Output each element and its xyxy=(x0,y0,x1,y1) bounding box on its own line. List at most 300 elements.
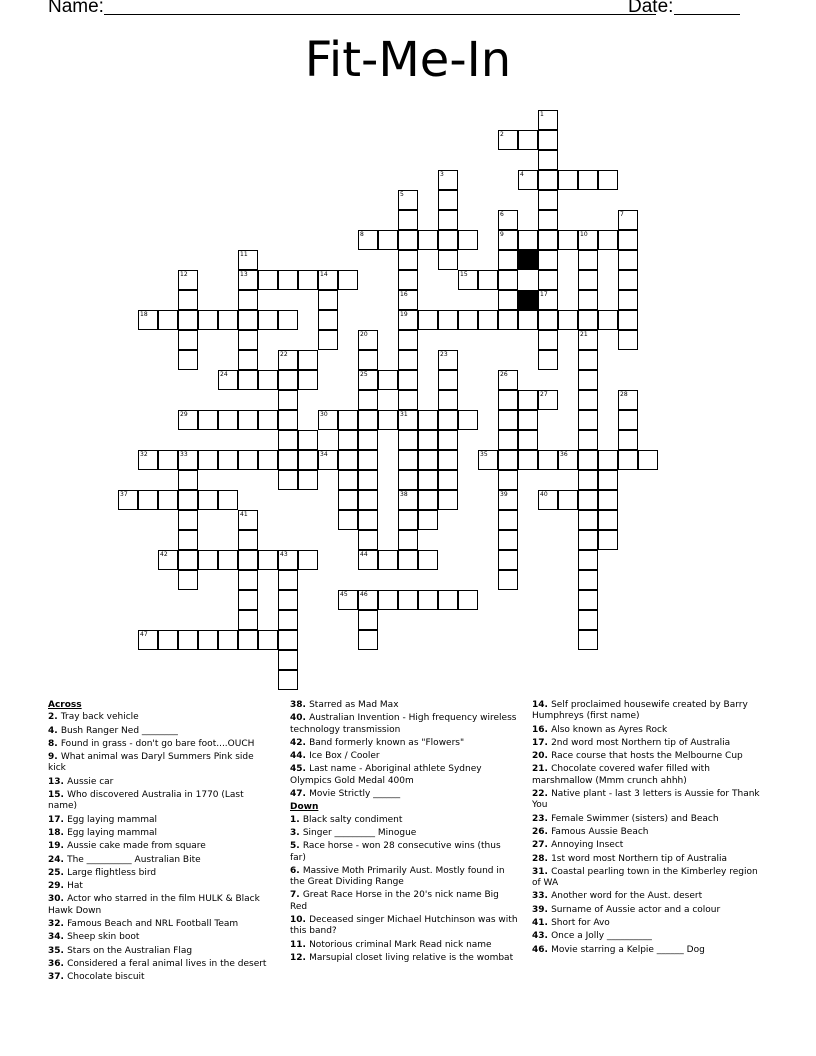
crossword-cell[interactable] xyxy=(138,310,158,330)
clue-item xyxy=(532,789,768,812)
crossword-cell[interactable] xyxy=(378,550,398,570)
crossword-cell[interactable] xyxy=(338,510,358,530)
crossword-cell[interactable] xyxy=(398,450,418,470)
crossword-cell[interactable] xyxy=(498,270,518,290)
crossword-cell[interactable] xyxy=(238,550,258,570)
crossword-cell[interactable] xyxy=(578,510,598,530)
crossword-cell[interactable] xyxy=(438,230,458,250)
crossword-cell[interactable] xyxy=(178,350,198,370)
crossword-cell[interactable] xyxy=(358,490,378,510)
crossword-cell[interactable] xyxy=(238,450,258,470)
crossword-cell[interactable] xyxy=(298,450,318,470)
crossword-cell[interactable] xyxy=(418,410,438,430)
crossword-cell[interactable] xyxy=(238,570,258,590)
crossword-cell[interactable] xyxy=(238,510,258,530)
crossword-cell[interactable] xyxy=(238,350,258,370)
crossword-cell[interactable] xyxy=(278,650,298,670)
clue-number-label: 35. xyxy=(48,945,68,956)
crossword-cell[interactable] xyxy=(178,270,198,290)
crossword-cell[interactable] xyxy=(598,490,618,510)
crossword-cell[interactable] xyxy=(218,310,238,330)
crossword-cell[interactable] xyxy=(338,470,358,490)
crossword-cell[interactable] xyxy=(278,470,298,490)
clue-number-label: 43. xyxy=(532,931,552,942)
crossword-cell[interactable] xyxy=(318,310,338,330)
crossword-cell[interactable] xyxy=(398,530,418,550)
crossword-cell[interactable] xyxy=(238,330,258,350)
crossword-cell[interactable] xyxy=(578,410,598,430)
crossword-cell[interactable] xyxy=(358,610,378,630)
crossword-cell[interactable] xyxy=(498,290,518,310)
crossword-cell[interactable] xyxy=(538,350,558,370)
crossword-cell[interactable] xyxy=(618,390,638,410)
crossword-cell[interactable] xyxy=(578,370,598,390)
crossword-cell[interactable] xyxy=(178,330,198,350)
crossword-cell[interactable] xyxy=(278,310,298,330)
crossword-cell[interactable] xyxy=(258,310,278,330)
crossword-cell[interactable] xyxy=(418,230,438,250)
crossword-cell[interactable] xyxy=(338,410,358,430)
crossword-cell[interactable] xyxy=(438,450,458,470)
crossword-cell[interactable] xyxy=(398,350,418,370)
crossword-cell[interactable] xyxy=(398,310,418,330)
blocked-cell xyxy=(518,250,538,270)
crossword-cell[interactable] xyxy=(298,350,318,370)
crossword-cell[interactable] xyxy=(258,630,278,650)
crossword-cell[interactable] xyxy=(518,170,538,190)
crossword-cell[interactable] xyxy=(498,390,518,410)
crossword-cell[interactable] xyxy=(198,450,218,470)
crossword-cell[interactable] xyxy=(258,450,278,470)
crossword-cell[interactable] xyxy=(358,550,378,570)
crossword-cell[interactable] xyxy=(538,130,558,150)
clue-number-label: 20. xyxy=(532,751,552,762)
crossword-cell[interactable] xyxy=(298,270,318,290)
crossword-cell[interactable] xyxy=(398,250,418,270)
crossword-cell[interactable] xyxy=(618,330,638,350)
crossword-cell[interactable] xyxy=(498,510,518,530)
crossword-cell[interactable] xyxy=(358,230,378,250)
clue-number: 15 xyxy=(460,271,468,278)
crossword-cell[interactable] xyxy=(278,370,298,390)
crossword-cell[interactable] xyxy=(478,310,498,330)
crossword-cell[interactable] xyxy=(358,510,378,530)
crossword-cell[interactable] xyxy=(238,290,258,310)
crossword-cell[interactable] xyxy=(558,230,578,250)
crossword-cell[interactable] xyxy=(618,230,638,250)
crossword-cell[interactable] xyxy=(398,270,418,290)
clue-number: 22 xyxy=(280,351,288,358)
crossword-cell[interactable] xyxy=(398,330,418,350)
crossword-cell[interactable] xyxy=(178,450,198,470)
crossword-cell[interactable] xyxy=(238,270,258,290)
crossword-cell[interactable] xyxy=(398,190,418,210)
crossword-cell[interactable] xyxy=(358,390,378,410)
crossword-cell[interactable] xyxy=(418,470,438,490)
clue-column-1 xyxy=(48,700,273,986)
clue-item xyxy=(48,739,273,750)
clue-text: Also known as Ayres Rock xyxy=(551,724,668,735)
crossword-cell[interactable] xyxy=(438,210,458,230)
crossword-cell[interactable] xyxy=(158,490,178,510)
crossword-cell[interactable] xyxy=(358,330,378,350)
crossword-cell[interactable] xyxy=(238,370,258,390)
crossword-cell[interactable] xyxy=(498,550,518,570)
crossword-cell[interactable] xyxy=(438,350,458,370)
crossword-cell[interactable] xyxy=(498,130,518,150)
crossword-cell[interactable] xyxy=(278,350,298,370)
crossword-cell[interactable] xyxy=(618,450,638,470)
crossword-cell[interactable] xyxy=(538,330,558,350)
crossword-cell[interactable] xyxy=(178,290,198,310)
crossword-cell[interactable] xyxy=(578,550,598,570)
crossword-cell[interactable] xyxy=(578,530,598,550)
crossword-cell[interactable] xyxy=(118,490,138,510)
crossword-cell[interactable] xyxy=(438,250,458,270)
crossword-cell[interactable] xyxy=(578,430,598,450)
crossword-cell[interactable] xyxy=(438,190,458,210)
crossword-cell[interactable] xyxy=(218,450,238,470)
crossword-cell[interactable] xyxy=(578,250,598,270)
crossword-cell[interactable] xyxy=(398,430,418,450)
crossword-cell[interactable] xyxy=(518,390,538,410)
crossword-cell[interactable] xyxy=(538,230,558,250)
crossword-cell[interactable] xyxy=(618,270,638,290)
crossword-cell[interactable] xyxy=(538,210,558,230)
crossword-cell[interactable] xyxy=(438,490,458,510)
crossword-cell[interactable] xyxy=(598,310,618,330)
clue-text: Annoying Insect xyxy=(551,840,624,851)
crossword-cell[interactable] xyxy=(178,550,198,570)
clue-item xyxy=(532,764,768,787)
crossword-cell[interactable] xyxy=(318,330,338,350)
crossword-cell[interactable] xyxy=(358,590,378,610)
crossword-cell[interactable] xyxy=(178,510,198,530)
crossword-cell[interactable] xyxy=(598,450,618,470)
crossword-cell[interactable] xyxy=(498,430,518,450)
crossword-cell[interactable] xyxy=(238,610,258,630)
crossword-cell[interactable] xyxy=(438,170,458,190)
crossword-cell[interactable] xyxy=(278,610,298,630)
crossword-cell[interactable] xyxy=(178,490,198,510)
crossword-cell[interactable] xyxy=(578,590,598,610)
crossword-cell[interactable] xyxy=(278,550,298,570)
crossword-cell[interactable] xyxy=(238,630,258,650)
crossword-cell[interactable] xyxy=(218,490,238,510)
crossword-cell[interactable] xyxy=(578,570,598,590)
crossword-cell[interactable] xyxy=(498,450,518,470)
clue-number: 2 xyxy=(500,131,504,138)
crossword-cell[interactable] xyxy=(358,410,378,430)
crossword-cell[interactable] xyxy=(498,310,518,330)
crossword-cell[interactable] xyxy=(378,230,398,250)
clue-item xyxy=(48,841,273,852)
crossword-cell[interactable] xyxy=(538,150,558,170)
crossword-cell[interactable] xyxy=(538,170,558,190)
crossword-cell[interactable] xyxy=(418,430,438,450)
clue-item xyxy=(48,894,273,917)
crossword-cell[interactable] xyxy=(258,270,278,290)
crossword-cell[interactable] xyxy=(538,250,558,270)
crossword-cell[interactable] xyxy=(278,630,298,650)
crossword-cell[interactable] xyxy=(578,390,598,410)
crossword-cell[interactable] xyxy=(578,170,598,190)
crossword-cell[interactable] xyxy=(498,470,518,490)
crossword-cell[interactable] xyxy=(238,310,258,330)
crossword-cell[interactable] xyxy=(318,450,338,470)
clue-number: 38 xyxy=(400,491,408,498)
crossword-cell[interactable] xyxy=(198,490,218,510)
crossword-cell[interactable] xyxy=(318,270,338,290)
crossword-cell[interactable] xyxy=(398,390,418,410)
crossword-cell[interactable] xyxy=(538,490,558,510)
crossword-cell[interactable] xyxy=(578,610,598,630)
crossword-cell[interactable] xyxy=(518,410,538,430)
crossword-cell[interactable] xyxy=(178,310,198,330)
crossword-cell[interactable] xyxy=(578,630,598,650)
clue-text: Marsupial closet living relative is the wombat xyxy=(309,952,514,963)
crossword-cell[interactable] xyxy=(278,590,298,610)
clue-number: 39 xyxy=(500,491,508,498)
crossword-cell[interactable] xyxy=(178,470,198,490)
crossword-cell[interactable] xyxy=(298,470,318,490)
crossword-cell[interactable] xyxy=(178,530,198,550)
crossword-cell[interactable] xyxy=(498,570,518,590)
crossword-cell[interactable] xyxy=(278,410,298,430)
crossword-cell[interactable] xyxy=(538,390,558,410)
clue-text: Movie Strictly ______ xyxy=(309,789,401,800)
crossword-cell[interactable] xyxy=(418,510,438,530)
crossword-cell[interactable] xyxy=(478,270,498,290)
crossword-cell[interactable] xyxy=(558,310,578,330)
crossword-cell[interactable] xyxy=(238,590,258,610)
crossword-cell[interactable] xyxy=(398,410,418,430)
crossword-cell[interactable] xyxy=(298,430,318,450)
crossword-cell[interactable] xyxy=(598,170,618,190)
crossword-cell[interactable] xyxy=(498,490,518,510)
crossword-cell[interactable] xyxy=(498,370,518,390)
crossword-cell[interactable] xyxy=(558,450,578,470)
clue-number: 7 xyxy=(620,211,624,218)
crossword-cell[interactable] xyxy=(538,190,558,210)
clue-text: Great Race Horse in the 20's nick name Big Red xyxy=(290,890,499,912)
clue-text: Notorious criminal Mark Read nick name xyxy=(309,939,492,950)
crossword-cell[interactable] xyxy=(518,430,538,450)
crossword-cell[interactable] xyxy=(258,370,278,390)
clue-number: 11 xyxy=(240,251,248,258)
crossword-cell[interactable] xyxy=(578,310,598,330)
crossword-cell[interactable] xyxy=(318,290,338,310)
crossword-cell[interactable] xyxy=(318,410,338,430)
crossword-cell[interactable] xyxy=(438,470,458,490)
crossword-cell[interactable] xyxy=(338,490,358,510)
crossword-cell[interactable] xyxy=(398,470,418,490)
crossword-cell[interactable] xyxy=(258,410,278,430)
crossword-cell[interactable] xyxy=(398,490,418,510)
crossword-cell[interactable] xyxy=(398,370,418,390)
crossword-cell[interactable] xyxy=(378,370,398,390)
crossword-cell[interactable] xyxy=(438,430,458,450)
crossword-cell[interactable] xyxy=(578,330,598,350)
crossword-cell[interactable] xyxy=(638,450,658,470)
crossword-cell[interactable] xyxy=(158,310,178,330)
crossword-cell[interactable] xyxy=(358,530,378,550)
crossword-cell[interactable] xyxy=(498,410,518,430)
crossword-cell[interactable] xyxy=(398,230,418,250)
crossword-cell[interactable] xyxy=(458,590,478,610)
crossword-cell[interactable] xyxy=(438,310,458,330)
crossword-cell[interactable] xyxy=(198,630,218,650)
crossword-cell[interactable] xyxy=(578,290,598,310)
crossword-cell[interactable] xyxy=(238,530,258,550)
crossword-cell[interactable] xyxy=(458,270,478,290)
crossword-cell[interactable] xyxy=(218,630,238,650)
crossword-cell[interactable] xyxy=(578,470,598,490)
crossword-cell[interactable] xyxy=(518,450,538,470)
crossword-cell[interactable] xyxy=(378,410,398,430)
clue-item xyxy=(48,881,273,892)
crossword-cell[interactable] xyxy=(618,210,638,230)
crossword-cell[interactable] xyxy=(218,410,238,430)
crossword-cell[interactable] xyxy=(278,570,298,590)
crossword-cell[interactable] xyxy=(278,390,298,410)
crossword-cell[interactable] xyxy=(358,350,378,370)
crossword-cell[interactable] xyxy=(338,270,358,290)
crossword-cell[interactable] xyxy=(598,530,618,550)
crossword-cell[interactable] xyxy=(618,310,638,330)
crossword-cell[interactable] xyxy=(538,270,558,290)
clue-item xyxy=(48,868,273,879)
clue-item xyxy=(48,932,273,943)
crossword-cell[interactable] xyxy=(298,370,318,390)
crossword-cell[interactable] xyxy=(338,430,358,450)
crossword-cell[interactable] xyxy=(398,210,418,230)
crossword-cell[interactable] xyxy=(478,450,498,470)
crossword-cell[interactable] xyxy=(518,230,538,250)
crossword-cell[interactable] xyxy=(358,450,378,470)
crossword-cell[interactable] xyxy=(398,510,418,530)
crossword-cell[interactable] xyxy=(218,550,238,570)
crossword-cell[interactable] xyxy=(538,110,558,130)
crossword-cell[interactable] xyxy=(338,450,358,470)
crossword-cell[interactable] xyxy=(458,310,478,330)
clue-item xyxy=(48,919,273,930)
clue-item xyxy=(532,840,768,851)
crossword-cell[interactable] xyxy=(158,550,178,570)
crossword-cell[interactable] xyxy=(338,590,358,610)
crossword-cell[interactable] xyxy=(358,370,378,390)
crossword-cell[interactable] xyxy=(278,450,298,470)
crossword-cell[interactable] xyxy=(158,450,178,470)
crossword-cell[interactable] xyxy=(558,170,578,190)
crossword-cell[interactable] xyxy=(178,410,198,430)
clue-number: 46 xyxy=(360,591,368,598)
crossword-cell[interactable] xyxy=(138,450,158,470)
crossword-cell[interactable] xyxy=(438,390,458,410)
crossword-cell[interactable] xyxy=(538,290,558,310)
crossword-cell[interactable] xyxy=(578,450,598,470)
clue-text: Once a Jolly __________ xyxy=(551,931,652,942)
crossword-cell[interactable] xyxy=(578,270,598,290)
clue-item xyxy=(48,712,273,723)
crossword-cell[interactable] xyxy=(278,670,298,690)
crossword-cell[interactable] xyxy=(578,490,598,510)
crossword-cell[interactable] xyxy=(398,590,418,610)
crossword-cell[interactable] xyxy=(178,570,198,590)
clue-item xyxy=(290,828,518,839)
crossword-cell[interactable] xyxy=(438,370,458,390)
page-title: Fit-Me-In xyxy=(304,32,512,88)
crossword-cell[interactable] xyxy=(458,410,478,430)
crossword-cell[interactable] xyxy=(198,550,218,570)
crossword-cell[interactable] xyxy=(298,550,318,570)
crossword-cell[interactable] xyxy=(398,550,418,570)
crossword-cell[interactable] xyxy=(238,250,258,270)
crossword-cell[interactable] xyxy=(518,310,538,330)
crossword-cell[interactable] xyxy=(538,450,558,470)
crossword-cell[interactable] xyxy=(218,370,238,390)
clue-item xyxy=(290,953,518,964)
crossword-cell[interactable] xyxy=(518,130,538,150)
crossword-cell[interactable] xyxy=(618,250,638,270)
crossword-cell[interactable] xyxy=(358,630,378,650)
crossword-cell[interactable] xyxy=(598,510,618,530)
crossword-cell[interactable] xyxy=(138,490,158,510)
crossword-cell[interactable] xyxy=(378,590,398,610)
clue-item xyxy=(290,866,518,889)
crossword-cell[interactable] xyxy=(198,410,218,430)
crossword-cell[interactable] xyxy=(278,270,298,290)
crossword-cell[interactable] xyxy=(578,350,598,370)
crossword-cell[interactable] xyxy=(418,310,438,330)
crossword-cell[interactable] xyxy=(498,250,518,270)
crossword-cell[interactable] xyxy=(558,490,578,510)
crossword-cell[interactable] xyxy=(578,230,598,250)
crossword-cell[interactable] xyxy=(438,410,458,430)
crossword-cell[interactable] xyxy=(598,470,618,490)
crossword-cell[interactable] xyxy=(178,630,198,650)
crossword-cell[interactable] xyxy=(498,530,518,550)
crossword-cell[interactable] xyxy=(418,490,438,510)
crossword-cell[interactable] xyxy=(458,230,478,250)
crossword-cell[interactable] xyxy=(238,410,258,430)
clue-item xyxy=(290,751,518,762)
crossword-cell[interactable] xyxy=(438,590,458,610)
crossword-cell[interactable] xyxy=(618,290,638,310)
crossword-cell[interactable] xyxy=(418,550,438,570)
crossword-cell[interactable] xyxy=(538,310,558,330)
crossword-cell[interactable] xyxy=(598,230,618,250)
crossword-cell[interactable] xyxy=(398,290,418,310)
clue-item xyxy=(532,945,768,956)
clue-number-label: 13. xyxy=(48,776,68,787)
crossword-cell[interactable] xyxy=(618,410,638,430)
crossword-cell[interactable] xyxy=(418,450,438,470)
crossword-cell[interactable] xyxy=(358,470,378,490)
crossword-cell[interactable] xyxy=(498,230,518,250)
crossword-cell[interactable] xyxy=(258,550,278,570)
crossword-cell[interactable] xyxy=(618,430,638,450)
crossword-cell[interactable] xyxy=(358,430,378,450)
crossword-cell[interactable] xyxy=(158,630,178,650)
clue-number-label: 46. xyxy=(532,944,552,955)
crossword-cell[interactable] xyxy=(498,210,518,230)
crossword-cell[interactable] xyxy=(418,590,438,610)
crossword-cell[interactable] xyxy=(198,310,218,330)
clue-number-label: 30. xyxy=(48,894,68,905)
crossword-cell[interactable] xyxy=(278,430,298,450)
crossword-cell[interactable] xyxy=(138,630,158,650)
